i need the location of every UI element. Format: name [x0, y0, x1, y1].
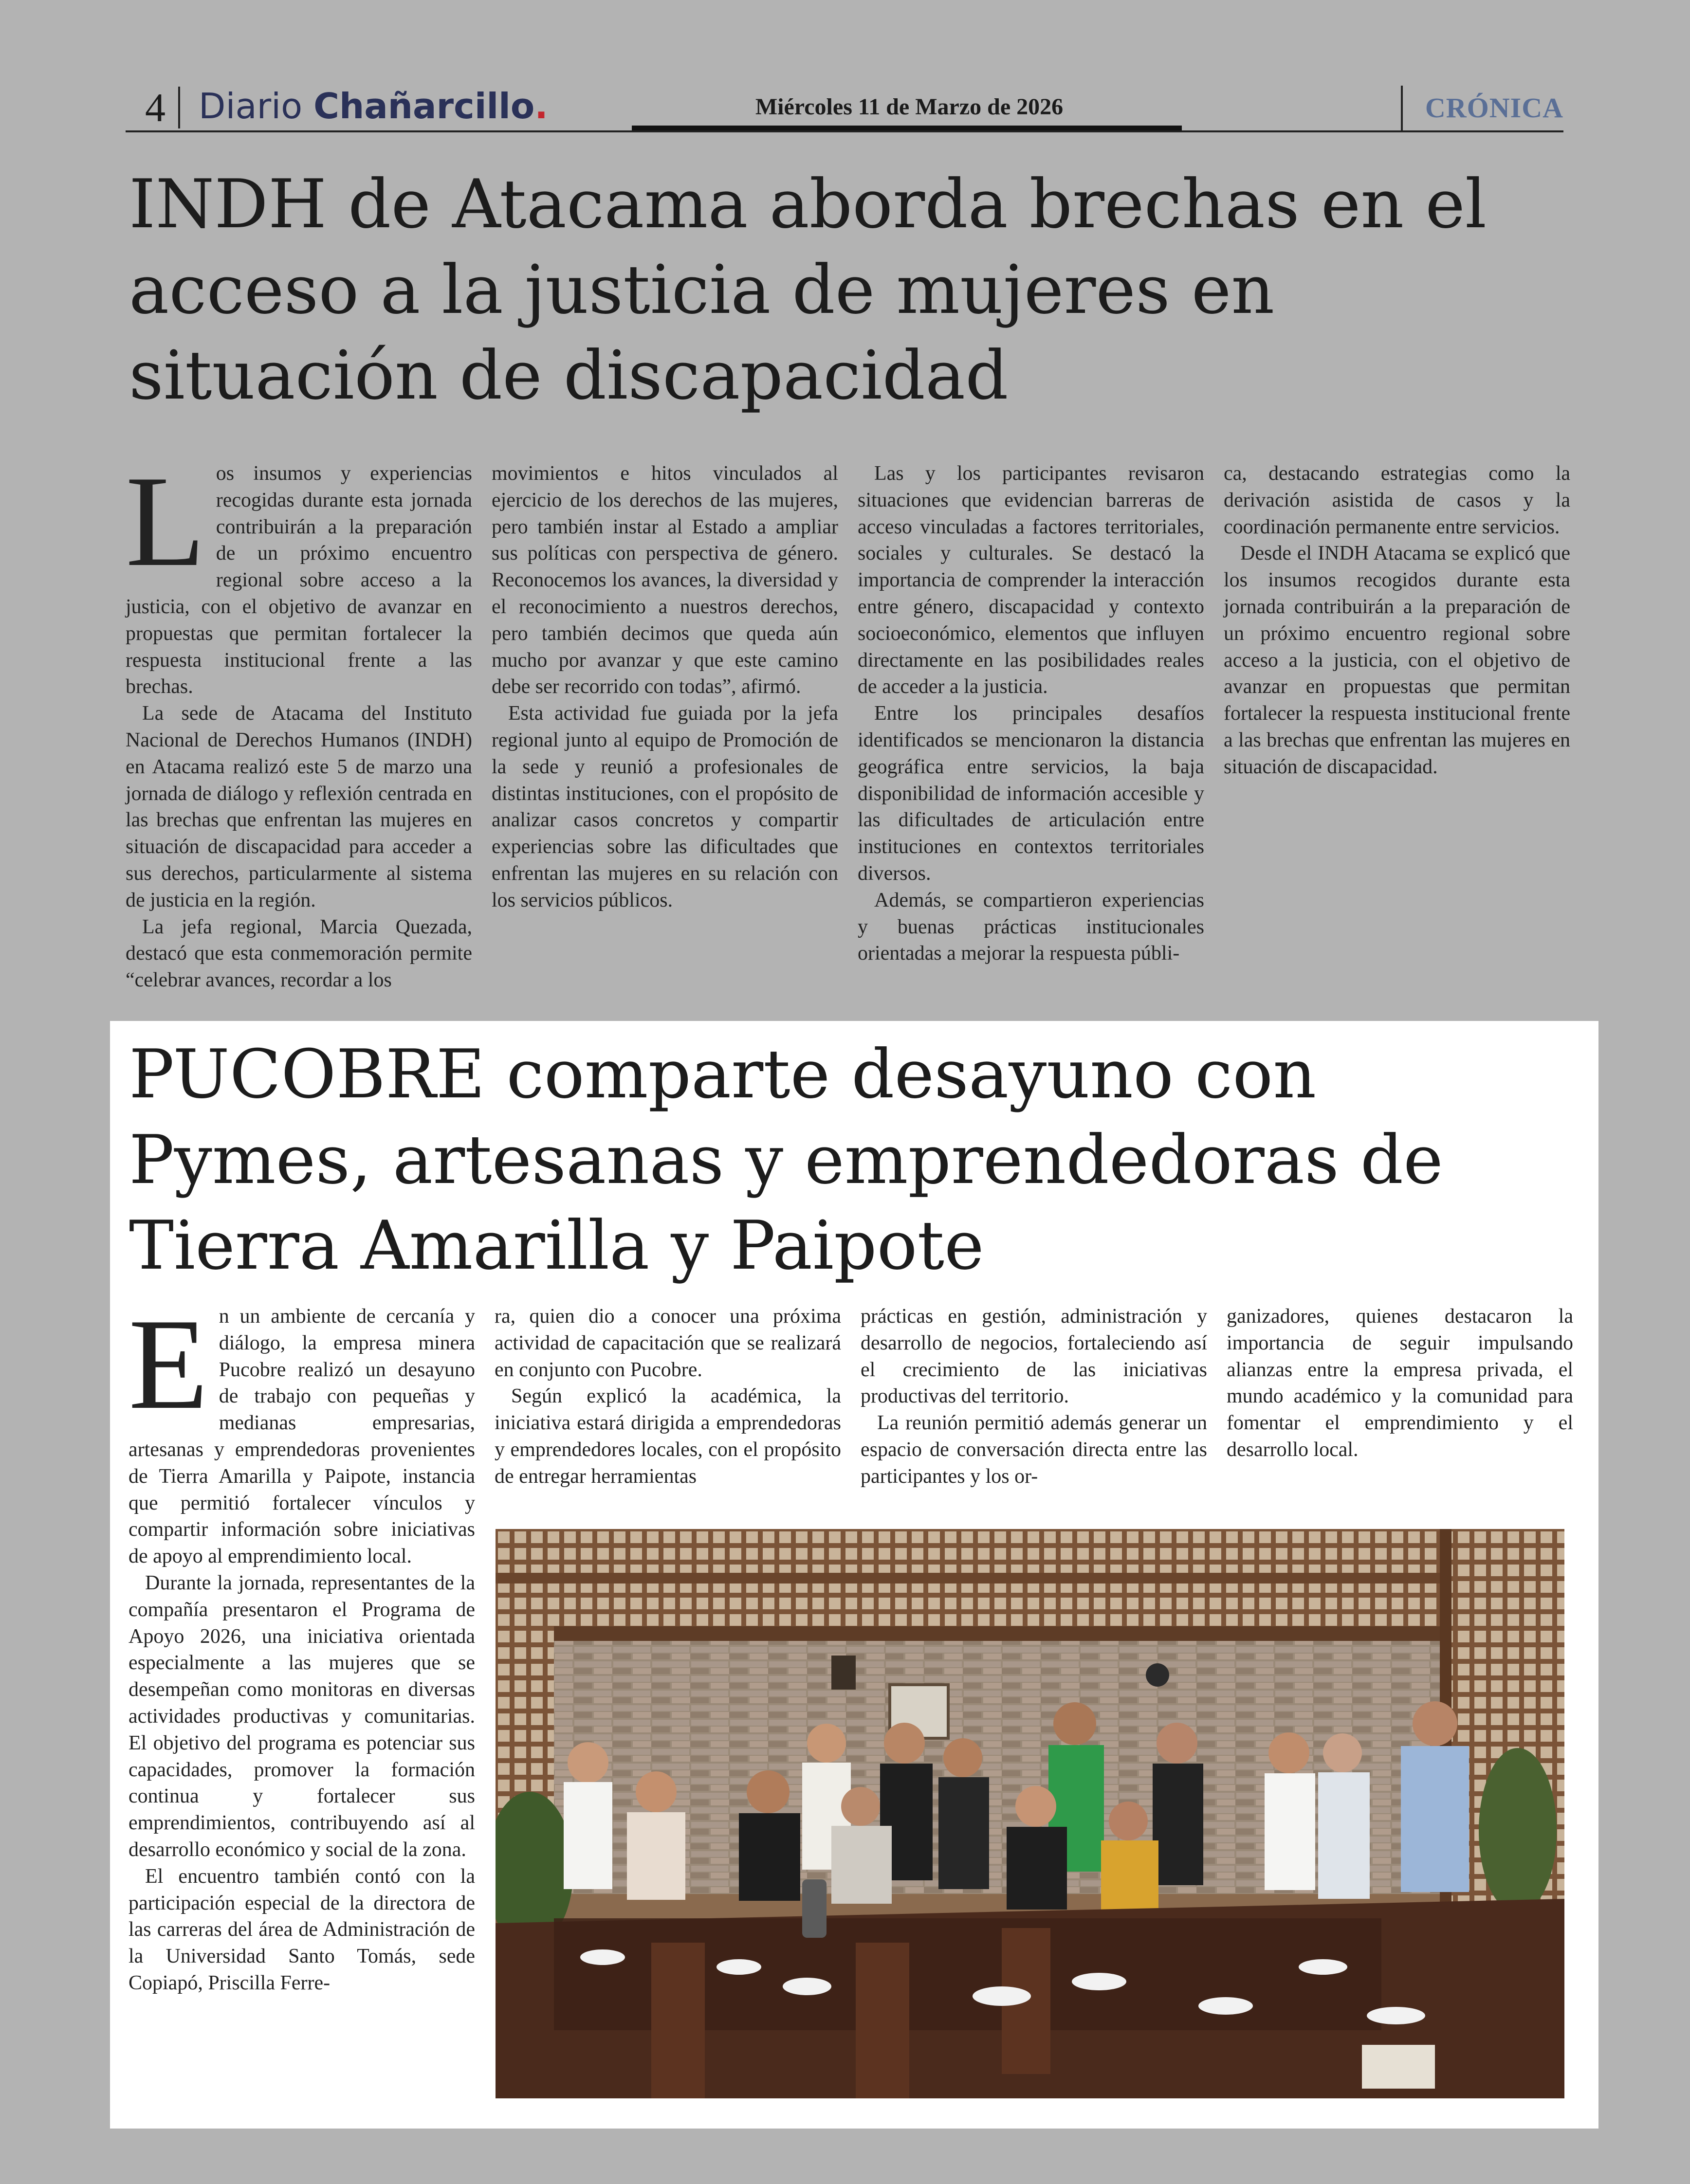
article2-paragraph: El encuentro también contó con la participación especial de la directora de las carreras del área de Administración de la Universidad Santo Tomás, sede Copiapó, Priscilla Ferre- [129, 1865, 475, 1994]
masthead [126, 82, 1563, 132]
article2-paragraph-text: n un ambiente de cercanía y diálogo, la empresa minera Pucobre realizó un desayuno de trabajo con pequeñas y medianas empresarias, artesanas y emprendedoras provenientes de Tierra Amarilla y Paipote, instancia que permitió fortalecer vínculos y compartir información sobre iniciativas de apoyo al emprendimiento local. [129, 1305, 475, 1568]
article1-column-2 [492, 460, 838, 914]
article1-paragraph: Además, se compartieron experiencias y buenas prácticas institucionales orientadas a mejorar la respuesta públi- [858, 889, 1204, 965]
article1-body [126, 449, 1570, 992]
page-number: 4 [145, 85, 165, 130]
group-photo-illustration [496, 1529, 1564, 2098]
article1-dropcap: L [126, 449, 205, 593]
article1-column-3 [858, 460, 1204, 967]
section-divider [1401, 86, 1403, 130]
article1-paragraph-text: os insumos y experiencias recogidas durante esta jornada contribuirán a la preparación de un próximo encuentro regional sobre acceso a la justicia, con el objetivo de avanzar en propuestas que permitan fortalecer la respuesta institucional frente a las brechas. [126, 462, 472, 698]
article1-column-4 [1224, 460, 1570, 781]
article1-paragraph: Las y los participantes revisaron situaciones que evidencian barreras de acceso vinculadas a factores territoriales, sociales y culturales. Se destacó la importancia de comprender la interacción entre género, discapacidad y contexto socioeconómico, elementos que influyen directamente en las posibilidades reales de acceder a la justicia. [858, 462, 1204, 698]
article2-dropcap: E [129, 1292, 208, 1436]
article1-paragraph: La sede de Atacama del Instituto Nacional de Derechos Humanos (INDH) en Atacama realizó este 5 de marzo una jornada de diálogo y reflexión centrada en las brechas que enfrentan las mujeres en situación de discapacidad para acceder a sus derechos, particularmente al sistema de justicia en la región. [126, 702, 472, 911]
article2-column-1 [129, 1292, 475, 1997]
article2-column-3 [861, 1303, 1207, 1490]
article2-headline: PUCOBRE comparte desayuno con Pymes, artesanas y emprendedoras de Tierra Amarilla y Paipote [129, 1035, 1443, 1285]
page-number-divider [178, 87, 180, 128]
article2-paragraph: La reunión permitió además generar un espacio de conversación directa entre las participantes y los or- [861, 1412, 1207, 1488]
publication-dot: . [534, 86, 548, 127]
article2-column-2 [495, 1303, 841, 1490]
article1-paragraph [126, 449, 472, 700]
group-photo [496, 1529, 1564, 2098]
article2-paragraph: ganizadores, quienes destacaron la importancia de seguir impulsando alianzas entre la empresa privada, el mundo académico y la comunidad para fomentar el emprendimiento y el desarrollo local. [1227, 1305, 1573, 1461]
article1-paragraph: ca, destacando estrategias como la derivación asistida de casos y la coordinación permanente entre servicios. [1224, 462, 1570, 538]
publication-name-first: Diario [199, 86, 314, 127]
article1-paragraph: La jefa regional, Marcia Quezada, destacó que esta conmemoración permite “celebrar avances, recordar a los [126, 915, 472, 992]
publication-name-second: Chañarcillo [313, 86, 535, 127]
article1-paragraph: movimientos e hitos vinculados al ejercicio de los derechos de las mujeres, pero también instar al Estado a ampliar sus políticas con perspectiva de género. Reconocemos los avances, la diversidad y el reconocimiento a nuestros derechos, pero también decimos que queda aún mucho por avanzar y que este camino debe ser recorrido con todas”, afirmó. [492, 462, 838, 698]
article1-headline: INDH de Atacama aborda brechas en el acceso a la justicia de mujeres en situación de discapacidad [129, 165, 1487, 415]
article2-paragraph: Durante la jornada, representantes de la compañía presentaron el Programa de Apoyo 2026, una iniciativa orientada especialmente a las mujeres que se desempeñan como monitoras en diversas actividades productivas y comunitarias. El objetivo del programa es potenciar sus capacidades, promover la formación continua y fortalecer sus emprendimientos, contribuyendo así al desarrollo económico y social de la zona. [129, 1571, 475, 1861]
section-label: CRÓNICA [1425, 92, 1563, 124]
article2-paragraph [129, 1292, 475, 1570]
article1-paragraph: Desde el INDH Atacama se explicó que los insumos recogidos durante esta jornada contribuirán a la preparación de un próximo encuentro regional sobre acceso a la justicia, con el objetivo de avanzar en propuestas que permitan fortalecer la respuesta institucional frente a las brechas que enfrentan las mujeres en situación de discapacidad. [1224, 542, 1570, 778]
article2-paragraph: ra, quien dio a conocer una próxima actividad de capacitación que se realizará en conjunto con Pucobre. [495, 1305, 841, 1381]
publication-name [199, 86, 548, 127]
article1-column-1 [126, 449, 472, 994]
article2-paragraph: Según explicó la académica, la iniciativa estará dirigida a emprendedoras y emprendedores locales, con el propósito de entregar herramientas [495, 1385, 841, 1488]
masthead-rule [126, 130, 1563, 132]
issue-date: Miércoles 11 de Marzo de 2026 [755, 94, 1064, 120]
article1-paragraph: Entre los principales desafíos identificados se mencionaron la distancia geográfica entre servicios, la baja disponibilidad de información accesible y las dificultades de articulación entre instituciones en contextos territoriales diversos. [858, 702, 1204, 885]
article2-column-4 [1227, 1303, 1573, 1463]
article2-paragraph: prácticas en gestión, administración y desarrollo de negocios, fortaleciendo así el crecimiento de las iniciativas productivas del territorio. [861, 1305, 1207, 1408]
article1-paragraph: Esta actividad fue guiada por la jefa regional junto al equipo de Promoción de la sede y reunió a profesionales de distintas instituciones, con el propósito de analizar casos concretos y compartir experiencias sobre las dificultades que enfrentan las mujeres en su relación con los servicios públicos. [492, 702, 838, 911]
